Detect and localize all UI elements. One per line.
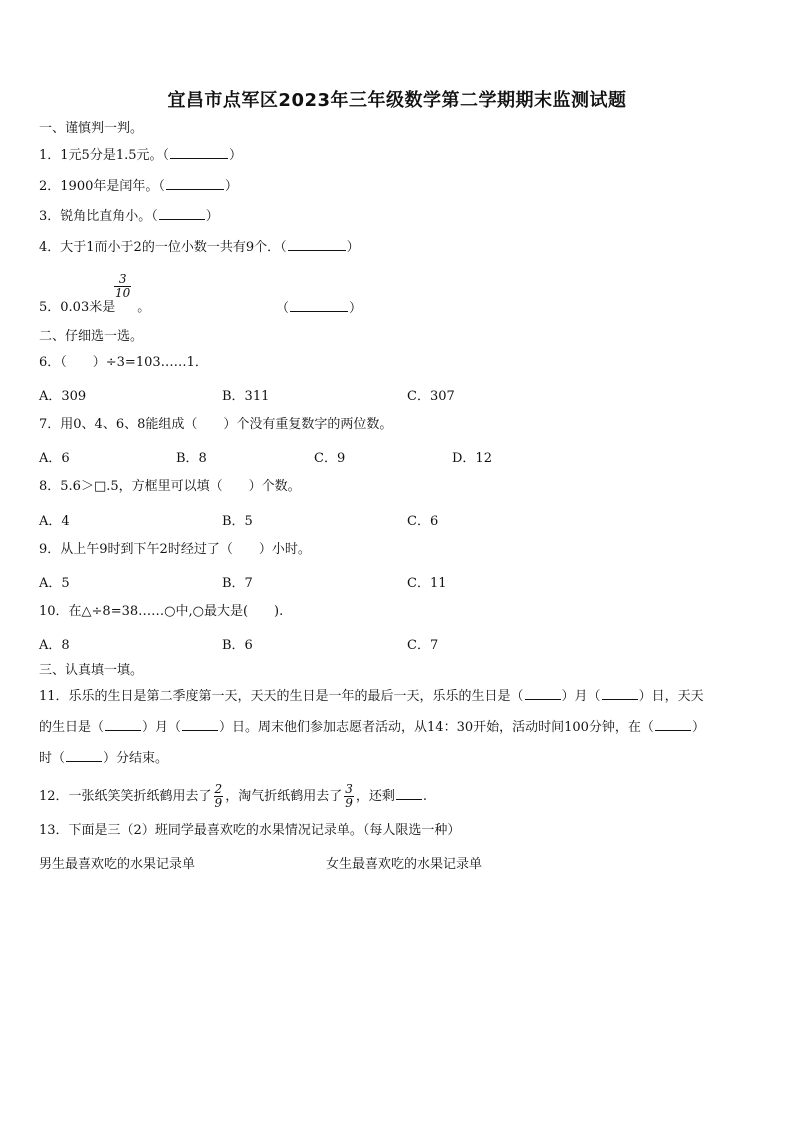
option-a[interactable]: A．4 — [39, 514, 70, 529]
answer-blank[interactable] — [525, 687, 561, 700]
answer-blank[interactable] — [290, 299, 348, 312]
answer-blank[interactable] — [166, 177, 224, 190]
denominator: 9 — [345, 796, 353, 810]
paren-close: ） — [205, 209, 219, 224]
option-b[interactable]: B．6 — [222, 638, 253, 653]
section-heading-judge: 一、谨慎判一判。 — [39, 121, 144, 136]
answer-blank[interactable] — [655, 718, 691, 731]
question-11-line-1 — [39, 687, 704, 706]
question-13: 13．下面是三（2）班同学最喜欢吃的水果情况记录单。（每人限选一种） — [39, 823, 461, 838]
answer-blank[interactable] — [105, 718, 141, 731]
option-c[interactable]: C．9 — [314, 451, 346, 466]
denominator: 9 — [214, 796, 223, 810]
question-11-line-2 — [39, 718, 705, 737]
fraction-3-10: $\frac{3}{10}$ — [115, 272, 131, 300]
option-b[interactable]: B．5 — [222, 514, 253, 529]
question-5-answer — [276, 299, 362, 318]
question-12 — [39, 783, 427, 810]
fraction-2-9 — [214, 783, 224, 810]
question-11-line-3 — [39, 749, 168, 768]
fraction-3-9 — [344, 783, 354, 810]
paren-close: ） — [349, 301, 363, 316]
answer-blank[interactable] — [170, 146, 228, 159]
question-4-text: 4．大于1而小于2的一位小数一共有9个．（ — [39, 240, 287, 255]
answer-blank[interactable] — [182, 718, 218, 731]
boys-fruit-record-title: 男生最喜欢吃的水果记录单 — [39, 857, 196, 872]
question-2-text: 2．1900年是闰年。（ — [39, 179, 165, 194]
question-3 — [39, 207, 219, 226]
text-segment: ）日。周末他们参加志愿者活动，从14：30开始，活动时间100分钟，在（ — [219, 720, 654, 735]
question-5-text: 5．0.03米是 — [39, 300, 116, 315]
text-segment: ，淘气折纸鹤用去了 — [225, 789, 343, 804]
answer-blank[interactable] — [288, 238, 346, 251]
question-6: 6．（ ）÷3=103……1． — [39, 355, 208, 370]
text-segment: 的生日是（ — [39, 720, 105, 735]
text-segment: ）月（ — [561, 689, 601, 704]
option-c[interactable]: C．6 — [407, 514, 439, 529]
page-title: 宜昌市点军区2023年三年级数学第二学期期末监测试题 — [167, 90, 627, 111]
option-a[interactable]: A．309 — [39, 389, 87, 404]
option-b[interactable]: B．311 — [222, 389, 270, 404]
answer-blank[interactable] — [159, 207, 205, 220]
question-8: 8．5.6＞□.5，方框里可以填（ ）个数。 — [39, 479, 301, 494]
option-a[interactable]: A．6 — [39, 451, 70, 466]
option-c[interactable]: C．307 — [407, 389, 455, 404]
answer-blank[interactable] — [396, 787, 422, 800]
question-5-period: 。 — [137, 300, 151, 315]
section-heading-fill: 三、认真填一填。 — [39, 663, 144, 678]
question-1-text: 1．1元5分是1.5元。（ — [39, 148, 169, 163]
text-segment: ，还剩 — [355, 789, 395, 804]
question-11-text: 11．乐乐的生日是第二季度第一天，天天的生日是一年的最后一天，乐乐的生日是（ — [39, 689, 524, 704]
text-segment: ） — [691, 720, 705, 735]
girls-fruit-record-title: 女生最喜欢吃的水果记录单 — [326, 857, 483, 872]
text-segment: ）月（ — [142, 720, 182, 735]
question-10: 10．在△÷8=38……○中,○最大是( ). — [39, 604, 284, 619]
option-b[interactable]: B．7 — [222, 576, 253, 591]
option-c[interactable]: C．7 — [407, 638, 439, 653]
numerator: 2 — [214, 782, 223, 796]
text-segment: ）日，天天 — [638, 689, 704, 704]
answer-blank[interactable] — [66, 749, 102, 762]
paren-close: ） — [229, 148, 243, 163]
question-2 — [39, 177, 238, 196]
question-3-text: 3．锐角比直角小。（ — [39, 209, 158, 224]
text-segment: ）分结束。 — [103, 751, 169, 766]
option-a[interactable]: A．8 — [39, 638, 70, 653]
question-4 — [39, 238, 360, 257]
numerator: 3 — [345, 782, 353, 796]
text-segment: 时（ — [39, 751, 66, 766]
option-c[interactable]: C．11 — [407, 576, 447, 591]
option-b[interactable]: B．8 — [176, 451, 207, 466]
question-7: 7．用0、4、6、8能组成（ ）个没有重复数字的两位数。 — [39, 417, 393, 432]
question-9: 9．从上午9时到下午2时经过了（ ）小时。 — [39, 542, 311, 557]
paren-close: ） — [346, 240, 360, 255]
answer-blank[interactable] — [602, 687, 638, 700]
section-heading-choose: 二、仔细选一选。 — [39, 329, 144, 344]
question-1 — [39, 146, 242, 165]
option-d[interactable]: D．12 — [452, 451, 492, 466]
text-segment: 12．一张纸笑笑折纸鹤用去了 — [39, 789, 212, 804]
question-5 — [39, 299, 150, 317]
text-segment: . — [422, 789, 427, 804]
paren-close: ） — [224, 179, 238, 194]
option-a[interactable]: A．5 — [39, 576, 70, 591]
paren-open: （ — [276, 301, 290, 316]
